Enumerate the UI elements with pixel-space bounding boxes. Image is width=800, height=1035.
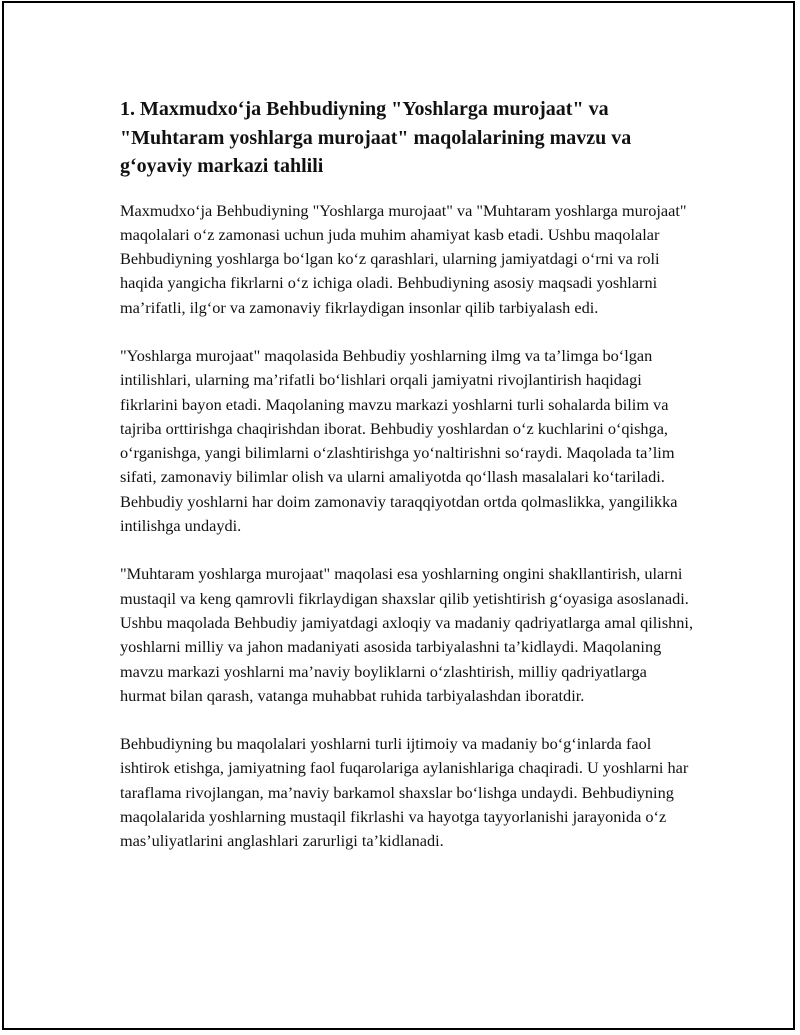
page-frame bbox=[2, 1, 795, 1030]
document-body bbox=[120, 95, 695, 854]
section-heading: 1. Maxmudxoʻja Behbudiyning "Yoshlarga murojaat" va "Muhtaram yoshlarga murojaat" maqolalarining mavzu va gʻoyaviy markazi tahlili bbox=[120, 98, 632, 177]
paragraph-conclusion: Behbudiyning bu maqolalari yoshlarni turli ijtimoiy va madaniy boʻgʻinlarda faol ishtirok etishga, jamiyatning faol fuqarolariga aylanishlariga chaqiradi. U yoshlarni har taraflama rivojlangan, maʼnaviy barkamol shaxslar boʻlishga undaydi. Behbudiyning maqolalarida yoshlarning mustaqil fikrlashi va hayotga tayyorlanishi jarayonida oʻz masʼuliyatlarini anglashlari zarurligi taʼkidlanadi. bbox=[120, 734, 689, 851]
paragraph-intro: Maxmudxoʻja Behbudiyning "Yoshlarga murojaat" va "Muhtaram yoshlarga murojaat" maqolalari oʻz zamonasi uchun juda muhim ahamiyat kasb etadi. Ushbu maqolalar Behbudiyning yoshlarga boʻlgan koʻz qarashlari, ularning jamiyatdagi oʻrni va roli haqida yangicha fikrlarni oʻz ichiga oladi. Behbudiyning asosiy maqsadi yoshlarni maʼrifatli, ilgʻor va zamonaviy fikrlaydigan insonlar qilib tarbiyalash edi. bbox=[120, 200, 687, 317]
paragraph-yoshlarga-murojaat: "Yoshlarga murojaat" maqolasida Behbudiy yoshlarning ilmg va taʼlimga boʻlgan intilishlari, ularning maʼrifatli boʻlishlari orqali jamiyatni rivojlantirish haqidagi fikrlarini bayon etadi. Maqolaning mavzu markazi yoshlarni turli sohalarda bilim va tajriba orttirishga chaqirishdan iborat. Behbudiy yoshlardan oʻz kuchlarini oʻqishga, oʻrganishga, yangi bilimlarni oʻzlashtirishga yoʻnaltirishni soʻraydi. Maqolada taʼlim sifati, zamonaviy bilimlar olish va ularni amaliyotda qoʻllash masalalari koʻtariladi. Behbudiy yoshlarni har doim zamonaviy taraqqiyotdan ortda qolmaslikka, yangilikka intilishga undaydi. bbox=[120, 345, 678, 536]
paragraph-muhtaram-yoshlarga-murojaat: "Muhtaram yoshlarga murojaat" maqolasi esa yoshlarning ongini shakllantirish, ularni mustaqil va keng qamrovli fikrlaydigan shaxslar qilib yetishtirish gʻoyasiga asoslanadi. Ushbu maqolada Behbudiy jamiyatdagi axloqiy va madaniy qadriyatlarga amal qilishni, yoshlarni milliy va jahon madaniyati asosida tarbiyalashni taʼkidlaydi. Maqolaning mavzu markazi yoshlarni maʼnaviy boyliklarni oʻzlashtirish, milliy qadriyatlarga hurmat bilan qarash, vatanga muhabbat ruhida tarbiyalashdan iboratdir. bbox=[120, 564, 694, 705]
